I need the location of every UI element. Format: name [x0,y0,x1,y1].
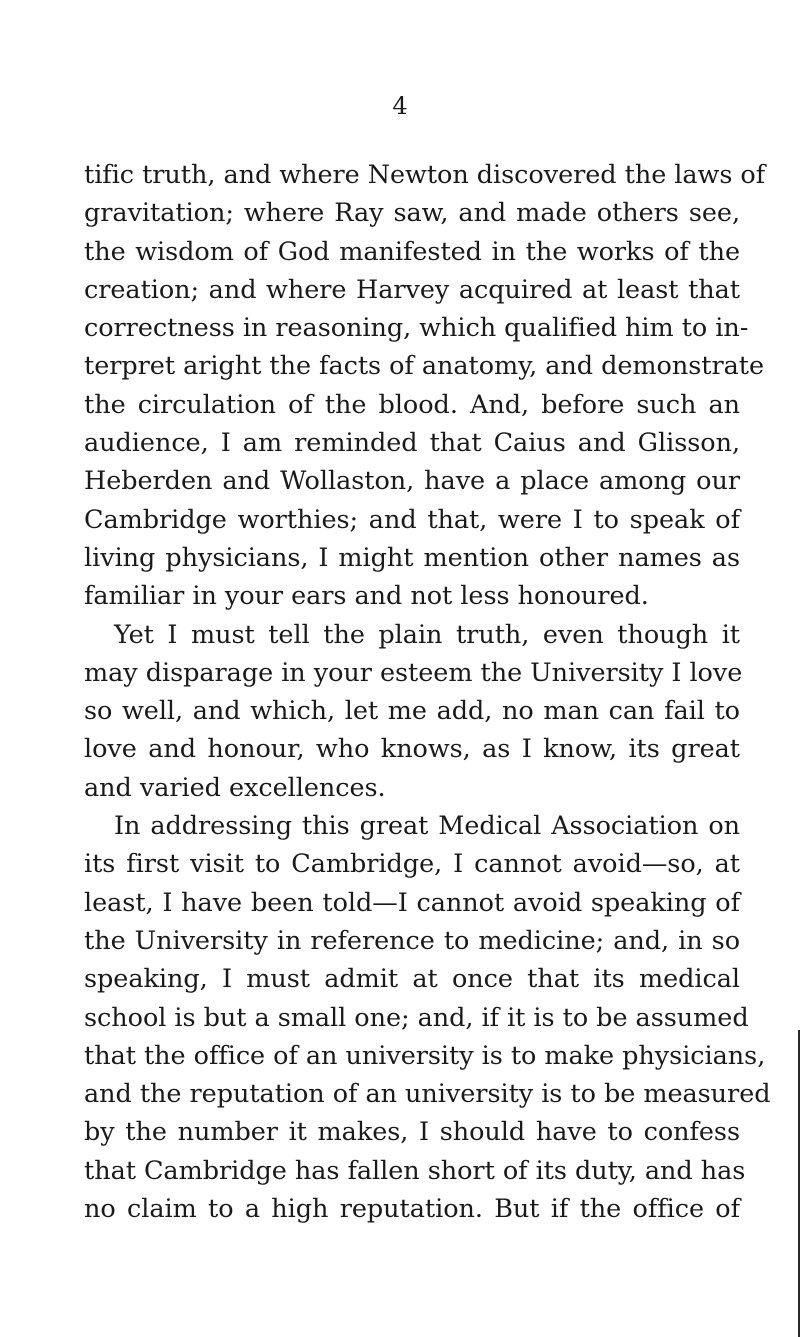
text-line: that the office of an university is to make physicians, [84,1040,766,1071]
text-line: creation; and where Harvey acquired at least that [84,274,740,305]
text-line: that Cambridge has fallen short of its duty, and has [84,1155,746,1186]
text-line: terpret aright the facts of anatomy, and demonstrate [84,351,764,382]
text-line: the University in reference to medicine; and, in so [84,925,740,956]
text-line: Heberden and Wollaston, have a place among our [84,466,740,497]
text-line: its first visit to Cambridge, I cannot avoid—so, at [84,849,740,880]
text-line: Cambridge worthies; and that, were I to speak of [84,504,740,535]
text-line: Yet I must tell the plain truth, even though it [114,619,740,650]
text-line: living physicians, I might mention other names as [84,542,740,573]
text-line: and varied excellences. [84,772,386,803]
text-line: the circulation of the blood. And, before such an [84,389,740,420]
text-line: speaking, I must admit at once that its medical [84,964,740,995]
text-line: tific truth, and where Newton discovered the laws of [84,160,766,190]
text-line: least, I have been told—I cannot avoid speaking of [84,887,740,918]
text-line: may disparage in your esteem the University I love [84,657,743,688]
text-line: gravitation; where Ray saw, and made others see, [84,198,740,229]
text-line: and the reputation of an university is to be measured [84,1079,771,1110]
text-line: no claim to a high reputation. But if the office of [84,1194,740,1225]
page-number: 4 [392,92,408,120]
text-line: so well, and which, let me add, no man can fail to [84,696,740,727]
text-line: familiar in your ears and not less honoured. [84,581,649,612]
text-line: correctness in reasoning, which qualified him to in- [84,313,749,344]
text-line: audience, I am reminded that Caius and Glisson, [84,428,740,459]
body-text [84,156,771,1228]
text-line: love and honour, who knows, as I know, its great [84,734,740,765]
text-line: the wisdom of God manifested in the works of the [84,236,740,267]
text-line: school is but a small one; and, if it is to be assumed [84,1002,749,1033]
text-line: by the number it makes, I should have to confess [84,1117,740,1148]
text-line: In addressing this great Medical Association on [114,811,740,842]
